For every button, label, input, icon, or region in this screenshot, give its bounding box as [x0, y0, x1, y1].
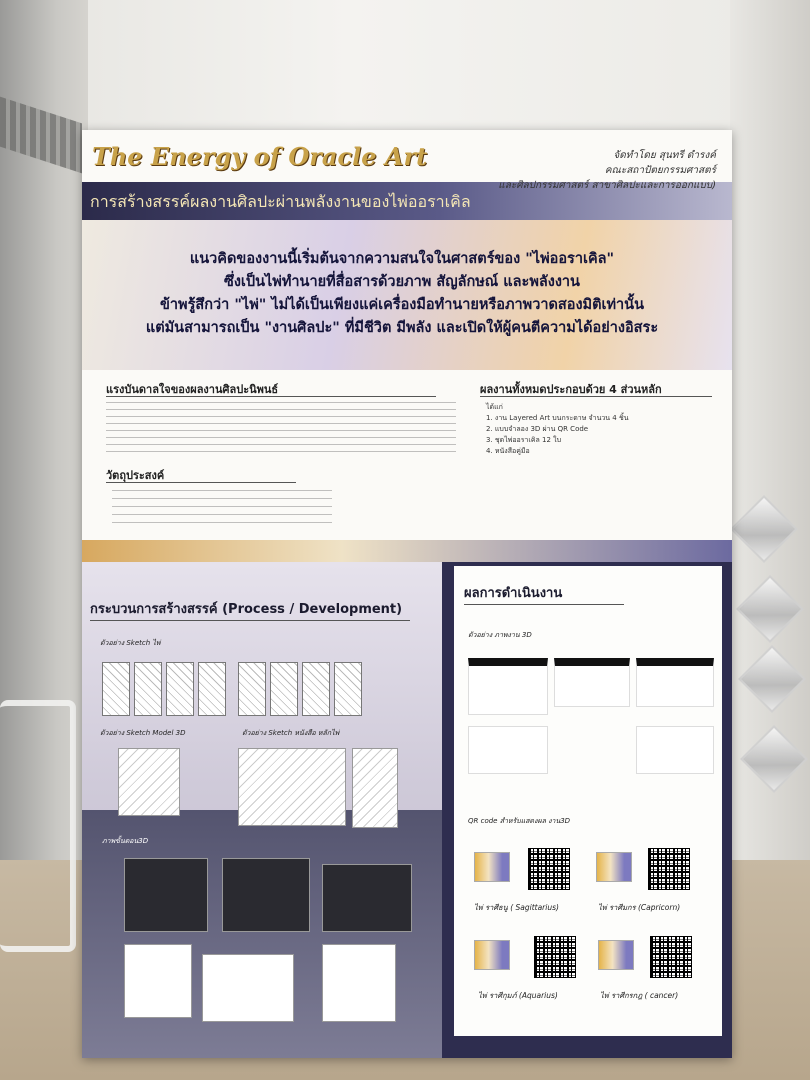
credit-line: และศิลปกรรมศาสตร์ สาขาศิลปะและการออกแบบ): [498, 180, 716, 191]
poster-title: The Energy of Oracle Art: [92, 142, 428, 171]
components-item: 4. หนังสือคู่มือ: [486, 447, 530, 455]
process-3d-image: [322, 864, 412, 932]
components-list: [486, 402, 716, 457]
process-3d-caption: ภาพขั้นตอน3D: [102, 837, 149, 845]
process-3d-image: [124, 944, 192, 1018]
components-item: 3. ชุดไพ่ออราเคิล 12 ใบ: [486, 436, 562, 444]
qr-code[interactable]: [648, 848, 690, 890]
process-title: กระบวนการสร้างสรรค์ (Process / Development): [90, 602, 403, 617]
intro-line: ข้าพรู้สึกว่า "ไพ่" ไม่ได้เป็นเพียงแค่เครื่องมือทำนายหรือภาพวาดสองมิติเท่านั้น: [160, 297, 644, 313]
sketch-model-caption: ตัวอย่าง Sketch Model 3D: [100, 729, 186, 737]
white-chair: [0, 700, 76, 952]
card-sketch: [334, 662, 362, 716]
card-sketch: [166, 662, 194, 716]
render-3d-image: [554, 658, 630, 707]
sketch-model-image: [118, 748, 180, 816]
qr-code[interactable]: [534, 936, 576, 978]
divider: [480, 396, 712, 397]
sketch-book-image: [352, 748, 398, 828]
divider: [464, 604, 624, 605]
card-sketch: [270, 662, 298, 716]
sketch-caption: ตัวอย่าง Sketch ไพ่: [100, 639, 161, 647]
intro-line: แต่มันสามารถเป็น "งานศิลปะ" ที่มีชีวิต มีพลัง และเปิดให้ผู้คนตีความได้อย่างอิสระ: [145, 320, 659, 336]
credit-line: คณะสถาปัตยกรรมศาสตร์: [604, 165, 716, 176]
poster: [82, 130, 732, 1058]
intro-line: แนวคิดของงานนี้เริ่มต้นจากความสนใจในศาสตร์ของ "ไพ่ออราเคิล": [189, 251, 615, 267]
intro-text: [142, 248, 662, 340]
components-heading: ผลงานทั้งหมดประกอบด้วย 4 ส่วนหลัก: [480, 383, 662, 396]
inspiration-heading: แรงบันดาลใจของผลงานศิลปะนิพนธ์: [106, 383, 279, 396]
qr-code[interactable]: [528, 848, 570, 890]
process-3d-image: [202, 954, 294, 1022]
card-sketch: [302, 662, 330, 716]
decorative-band: [82, 540, 732, 562]
objective-list: [112, 490, 332, 524]
qr-label: ไพ่ ราศีกุมภ์ (Aquarius): [478, 991, 558, 1000]
card-sketch: [134, 662, 162, 716]
components-item: ได้แก่: [486, 403, 503, 411]
oracle-card-image: [596, 852, 632, 882]
render-3d-image: [468, 726, 548, 774]
process-3d-image: [124, 858, 208, 932]
sketch-book-image: [238, 748, 346, 826]
card-sketch: [198, 662, 226, 716]
card-sketch: [102, 662, 130, 716]
render-3d-image: [636, 726, 714, 774]
intro-line: ซึ่งเป็นไพ่ทำนายที่สื่อสารด้วยภาพ สัญลักษณ์ และพลังงาน: [224, 274, 580, 290]
sketch-book-caption: ตัวอย่าง Sketch หนังสือ หลักไพ่: [242, 729, 340, 737]
inspiration-paragraph: [106, 402, 456, 452]
objective-heading: วัตถุประสงค์: [106, 469, 165, 482]
credit-line: จัดทำโดย สุนทรี ดำรงค์: [613, 150, 716, 161]
qr-label: ไพ่ ราศีธนู ( Sagittarius): [474, 903, 559, 912]
qr-code[interactable]: [650, 936, 692, 978]
sample-3d-caption: ตัวอย่าง ภาพงาน 3D: [468, 631, 532, 639]
oracle-card-image: [474, 940, 510, 970]
qr-caption: QR code สำหรับแสดงผล งาน3D: [468, 817, 571, 825]
qr-label: ไพ่ ราศีกรกฎ ( cancer): [600, 991, 679, 1000]
process-3d-image: [322, 944, 396, 1022]
oracle-card-image: [598, 940, 634, 970]
result-title: ผลการดำเนินงาน: [464, 586, 563, 601]
poster-subtitle: การสร้างสรรค์ผลงานศิลปะผ่านพลังงานของไพ่ออราเคิล: [90, 192, 471, 211]
process-3d-image: [222, 858, 310, 932]
divider: [106, 482, 296, 483]
card-sketch: [238, 662, 266, 716]
credits: [498, 148, 716, 193]
qr-label: ไพ่ ราศีมกร (Capricorn): [598, 903, 681, 912]
components-item: 1. งาน Layered Art บนกระดาษ จำนวน 4 ชิ้น: [486, 414, 629, 422]
divider: [90, 620, 410, 621]
render-3d-image: [468, 658, 548, 715]
oracle-card-image: [474, 852, 510, 882]
divider: [106, 396, 436, 397]
render-3d-image: [636, 658, 714, 707]
components-item: 2. แบบจำลอง 3D ผ่าน QR Code: [486, 425, 589, 433]
